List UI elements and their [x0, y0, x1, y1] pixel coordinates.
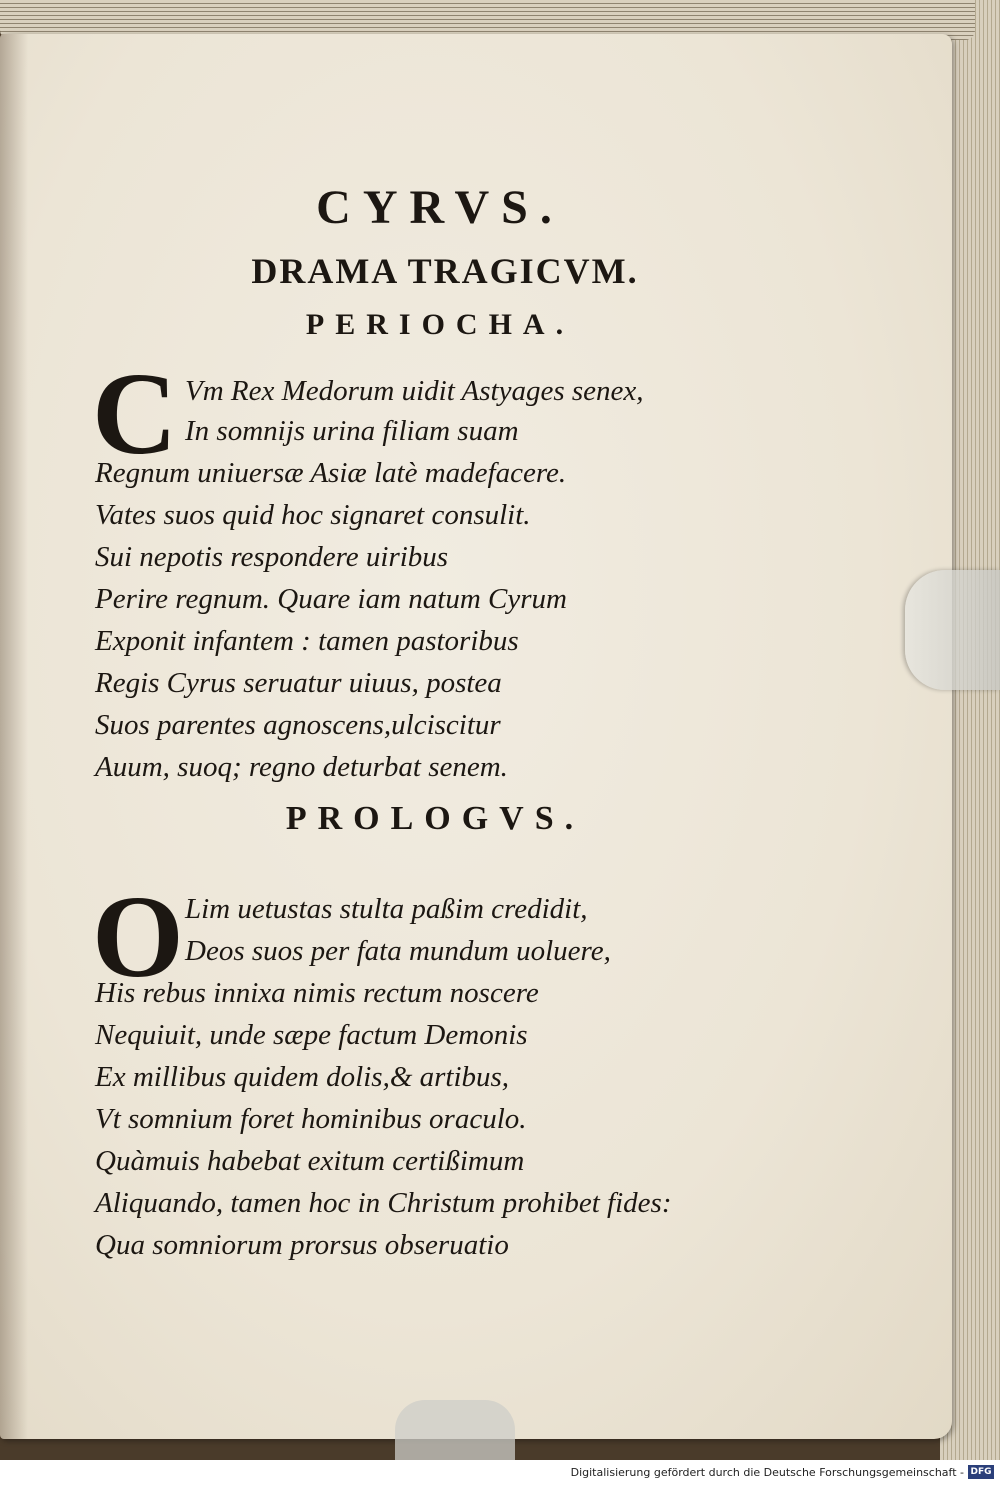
periocha-line: Perire regnum. Quare iam natum Cyrum: [95, 583, 568, 615]
periocha-line: Vm Rex Medorum uidit Astyages senex,: [185, 375, 644, 407]
periocha-line: Vates suos quid hoc signaret consulit.: [95, 499, 531, 531]
periocha-heading: PERIOCHA.: [305, 308, 575, 341]
page-subtitle: DRAMA TRAGICVM.: [251, 251, 639, 291]
prologus-line: Deos suos per fata mundum uoluere,: [185, 935, 611, 967]
prologus-line: Aliquando, tamen hoc in Christum prohibet fides:: [95, 1187, 672, 1219]
periocha-line: Auum, suoq; regno deturbat senem.: [95, 751, 508, 783]
periocha-line: Suos parentes agnoscens,ulciscitur: [95, 709, 501, 741]
periocha-line: Exponit infantem : tamen pastoribus: [95, 625, 519, 657]
periocha-line: Sui nepotis respondere uiribus: [95, 541, 449, 573]
dfg-logo: DFG: [968, 1465, 994, 1479]
prologus-line: Lim uetustas stulta paßim credidit,: [185, 893, 588, 925]
prologus-heading: PROLOGVS.: [285, 800, 585, 837]
periocha-line: In somnijs urina filiam suam: [185, 415, 519, 447]
periocha-line: Regis Cyrus seruatur uiuus, postea: [95, 667, 502, 699]
prologus-drop-cap: O: [92, 871, 184, 1002]
prologus-line: Qua somniorum prorsus obseruatio: [95, 1229, 509, 1261]
prologus-line: His rebus innixa nimis rectum noscere: [95, 977, 539, 1009]
prologus-line: Ex millibus quidem dolis,& artibus,: [95, 1061, 510, 1093]
prologus-line: Vt somnium foret hominibus oraculo.: [95, 1103, 527, 1135]
page-title: CYRVS.: [316, 181, 564, 234]
prologus-line: Nequiuit, unde sæpe factum Demonis: [95, 1019, 528, 1051]
periocha-line: Regnum uniuersæ Asiæ latè madefacere.: [95, 457, 567, 489]
prologus-line: Quàmuis habebat exitum certißimum: [95, 1145, 525, 1177]
footer-credit: Digitalisierung gefördert durch die Deutsche Forschungsgemeinschaft -: [570, 1466, 964, 1479]
periocha-drop-cap: C: [92, 348, 178, 479]
